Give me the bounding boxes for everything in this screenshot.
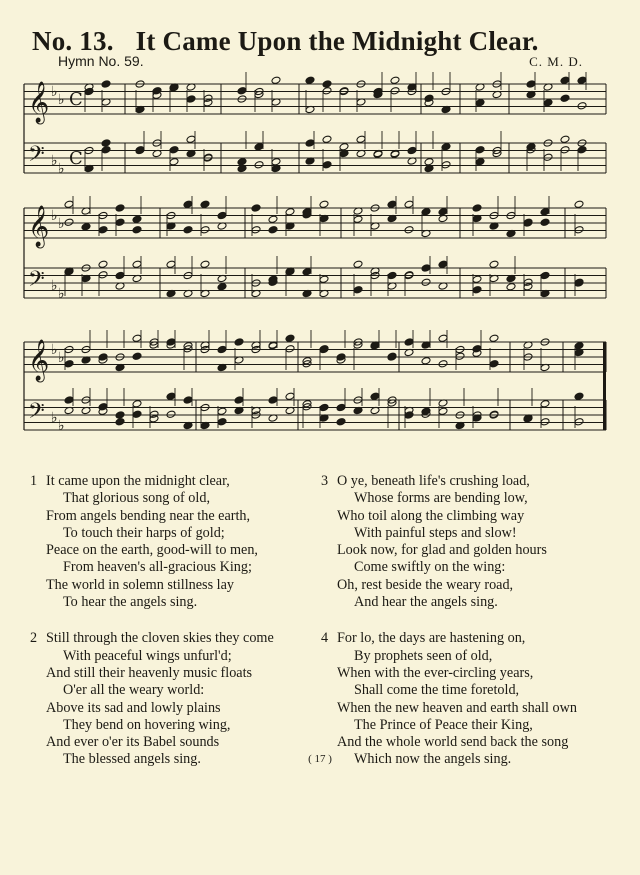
music-system: [24, 72, 606, 177]
verse-number: 2: [30, 630, 38, 647]
note-head: [81, 223, 91, 231]
verse-line: Peace on the earth, good-will to men,: [46, 542, 258, 559]
note-head: [438, 260, 448, 268]
verse-line: From heaven's all-gracious King;: [63, 559, 252, 576]
note-head: [336, 403, 346, 411]
note-head: [115, 411, 125, 419]
note-head: [268, 215, 278, 223]
note-head: [234, 396, 244, 404]
flat-icon: ♭: [58, 286, 65, 302]
flat-icon: ♭: [51, 342, 58, 358]
note-head: [353, 260, 363, 268]
verse-line: Still through the cloven skies they come: [46, 630, 274, 647]
flat-icon: ♭: [51, 410, 58, 426]
note-head: [540, 208, 550, 216]
flat-icon: ♭: [51, 153, 58, 169]
note-head: [455, 352, 465, 360]
note-head: [200, 200, 210, 208]
verse-line: When with the ever-circling years,: [337, 664, 534, 681]
note-head: [237, 158, 247, 166]
note-head: [356, 135, 366, 143]
note-head: [200, 260, 210, 268]
note-head: [475, 99, 485, 107]
verse-line: Shall come the time foretold,: [354, 682, 520, 699]
note-head: [285, 345, 295, 353]
treble-clef-icon: 𝄞: [28, 340, 50, 381]
verse-line: When the new heaven and earth shall own: [337, 699, 577, 716]
note-head: [169, 146, 179, 154]
verse-line: They bend on hovering wing,: [63, 716, 231, 733]
note-head: [285, 208, 295, 216]
bass-staff: [24, 142, 606, 177]
note-head: [217, 407, 227, 415]
note-head: [438, 208, 448, 216]
page-number: ( 17 ): [308, 753, 332, 765]
note-head: [574, 226, 584, 234]
note-head: [98, 226, 108, 234]
verse-line: Who toil along the climbing way: [337, 507, 525, 524]
music-score: [0, 70, 640, 470]
note-head: [115, 418, 125, 426]
verse-line: For lo, the days are hastening on,: [337, 630, 526, 647]
verse-line: The Prince of Peace their King,: [354, 716, 533, 733]
note-head: [387, 200, 397, 208]
verse-4: [321, 630, 621, 768]
meter-label: C. M. D.: [529, 54, 583, 69]
treble-staff: [24, 205, 606, 248]
note-head: [475, 146, 485, 154]
note-head: [183, 396, 193, 404]
verse-line: To touch their harps of gold;: [63, 524, 225, 541]
verses-right-column: [321, 473, 621, 788]
verse-line: To hear the angels sing.: [63, 594, 198, 611]
verse-line: With painful steps and slow!: [354, 524, 517, 541]
note-head: [217, 418, 227, 426]
note-head: [489, 260, 499, 268]
note-head: [319, 345, 329, 353]
note-head: [132, 334, 142, 342]
verse-line: Come swiftly on the wing:: [354, 559, 506, 576]
note-head: [540, 218, 550, 226]
note-head: [251, 204, 261, 212]
note-head: [305, 139, 315, 147]
note-head: [64, 218, 74, 226]
note-head: [472, 204, 482, 212]
note-head: [560, 135, 570, 143]
verse-3: [321, 473, 621, 611]
flat-icon: ♭: [58, 418, 65, 434]
note-head: [560, 146, 570, 154]
note-head: [577, 146, 587, 154]
verse-line: The world in solemn stillness lay: [46, 576, 234, 593]
flat-icon: ♭: [58, 92, 65, 108]
note-head: [132, 226, 142, 234]
verse-line: And the whole world send back the song: [337, 734, 569, 751]
note-head: [404, 200, 414, 208]
note-head: [574, 278, 584, 286]
note-head: [577, 102, 587, 110]
note-head: [285, 334, 295, 342]
note-head: [183, 226, 193, 234]
note-head: [441, 143, 451, 151]
note-head: [390, 76, 400, 84]
note-head: [421, 357, 431, 365]
note-head: [217, 283, 227, 291]
note-head: [186, 95, 196, 103]
bass-staff: [24, 267, 606, 302]
bass-clef-icon: 𝄢: [28, 267, 45, 297]
note-head: [421, 208, 431, 216]
verse-number: 1: [30, 473, 38, 489]
note-head: [543, 99, 553, 107]
verse-number: 3: [321, 473, 329, 489]
note-head: [387, 271, 397, 279]
verse-line: By prophets seen of old,: [354, 647, 493, 664]
note-head: [64, 396, 74, 404]
flat-icon: ♭: [58, 350, 65, 366]
note-head: [472, 286, 482, 294]
verse-number: 4: [321, 630, 329, 647]
note-head: [217, 211, 227, 219]
flat-icon: ♭: [58, 216, 65, 232]
note-head: [560, 94, 570, 102]
verse-line: It came upon the midnight clear,: [46, 473, 230, 489]
note-head: [101, 146, 111, 154]
note-head: [254, 161, 264, 169]
note-head: [438, 334, 448, 342]
note-head: [302, 268, 312, 276]
note-head: [472, 275, 482, 283]
note-head: [132, 400, 142, 408]
note-head: [200, 226, 210, 234]
flat-icon: ♭: [58, 161, 65, 177]
common-time-icon: C: [69, 148, 83, 169]
note-head: [577, 76, 587, 84]
note-head: [353, 215, 363, 223]
note-head: [574, 392, 584, 400]
note-head: [560, 76, 570, 84]
note-head: [489, 360, 499, 368]
verse-line: O'er all the weary world:: [63, 682, 205, 699]
note-head: [98, 271, 108, 279]
note-head: [438, 407, 448, 415]
note-head: [132, 215, 142, 223]
note-head: [64, 360, 74, 368]
note-head: [540, 418, 550, 426]
note-head: [169, 158, 179, 166]
note-head: [251, 226, 261, 234]
verses-left-column: [30, 473, 320, 788]
note-head: [421, 264, 431, 272]
note-head: [475, 158, 485, 166]
note-head: [322, 80, 332, 88]
hymn-number: No. 13.: [32, 26, 114, 56]
verse-line: Oh, rest beside the weary road,: [337, 576, 514, 593]
treble-clef-icon: 𝄞: [28, 206, 50, 247]
note-head: [322, 161, 332, 169]
note-head: [183, 200, 193, 208]
note-head: [98, 260, 108, 268]
note-head: [319, 403, 329, 411]
verse-line: O ye, beneath life's crushing load,: [337, 473, 530, 489]
note-head: [404, 338, 414, 346]
note-head: [574, 418, 584, 426]
verse-2: [30, 630, 320, 768]
note-head: [489, 334, 499, 342]
note-head: [234, 338, 244, 346]
note-head: [115, 204, 125, 212]
verse-line: Whose forms are bending low,: [354, 490, 528, 507]
note-head: [526, 80, 536, 88]
note-head: [540, 271, 550, 279]
note-head: [319, 275, 329, 283]
bass-clef-icon: 𝄢: [28, 142, 45, 172]
note-head: [322, 135, 332, 143]
note-head: [407, 146, 417, 154]
treble-staff: [24, 339, 606, 382]
note-head: [268, 226, 278, 234]
hymn-title: It Came Upon the Midnight Clear.: [135, 26, 539, 56]
note-head: [322, 87, 332, 95]
common-time-icon: C: [69, 89, 83, 110]
note-head: [441, 161, 451, 169]
flat-icon: ♭: [51, 84, 58, 100]
note-head: [166, 392, 176, 400]
note-head: [132, 352, 142, 360]
note-head: [101, 139, 111, 147]
bass-clef-icon: 𝄢: [28, 399, 45, 429]
note-head: [305, 76, 315, 84]
treble-clef-icon: 𝄞: [28, 82, 50, 123]
note-head: [339, 143, 349, 151]
verse-line: And still their heavenly music floats: [46, 664, 253, 681]
note-head: [268, 396, 278, 404]
flat-icon: ♭: [51, 278, 58, 294]
bass-staff: [24, 399, 606, 434]
note-head: [540, 400, 550, 408]
note-head: [438, 360, 448, 368]
note-head: [186, 135, 196, 143]
music-system: [24, 196, 606, 302]
note-head: [237, 87, 247, 95]
note-head: [353, 286, 363, 294]
verse-line: Look now, for glad and golden hours: [337, 542, 547, 559]
note-head: [319, 200, 329, 208]
verse-line: Which now the angels sing.: [354, 751, 512, 768]
verse-1: [30, 473, 320, 611]
flat-icon: ♭: [51, 208, 58, 224]
note-head: [115, 218, 125, 226]
note-head: [574, 200, 584, 208]
note-head: [217, 345, 227, 353]
note-head: [387, 352, 397, 360]
note-head: [254, 143, 264, 151]
final-barline: [603, 342, 606, 430]
verse-line: And hear the angels sing.: [354, 594, 498, 611]
note-head: [166, 260, 176, 268]
note-head: [421, 278, 431, 286]
note-head: [574, 342, 584, 350]
note-head: [506, 283, 516, 291]
note-head: [404, 226, 414, 234]
verse-line: And ever o'er its Babel sounds: [46, 734, 220, 751]
note-head: [390, 87, 400, 95]
verse-line: Above its sad and lowly plains: [46, 699, 221, 716]
note-head: [132, 260, 142, 268]
note-head: [101, 80, 111, 88]
note-head: [271, 76, 281, 84]
verse-line: With peaceful wings unfurl'd;: [63, 647, 232, 664]
verse-line: The blessed angels sing.: [63, 751, 201, 768]
verse-line: That glorious song of old,: [63, 490, 210, 507]
note-head: [115, 271, 125, 279]
note-head: [543, 153, 553, 161]
note-head: [271, 158, 281, 166]
note-head: [132, 410, 142, 418]
note-head: [336, 418, 346, 426]
note-head: [424, 158, 434, 166]
music-system: [24, 330, 606, 434]
note-head: [285, 392, 295, 400]
note-head: [166, 410, 176, 418]
hymn-reference: Hymn No. 59.: [58, 53, 144, 69]
verse-line: From angels bending near the earth,: [46, 507, 251, 524]
note-head: [370, 392, 380, 400]
treble-staff: [24, 81, 606, 124]
note-head: [64, 200, 74, 208]
